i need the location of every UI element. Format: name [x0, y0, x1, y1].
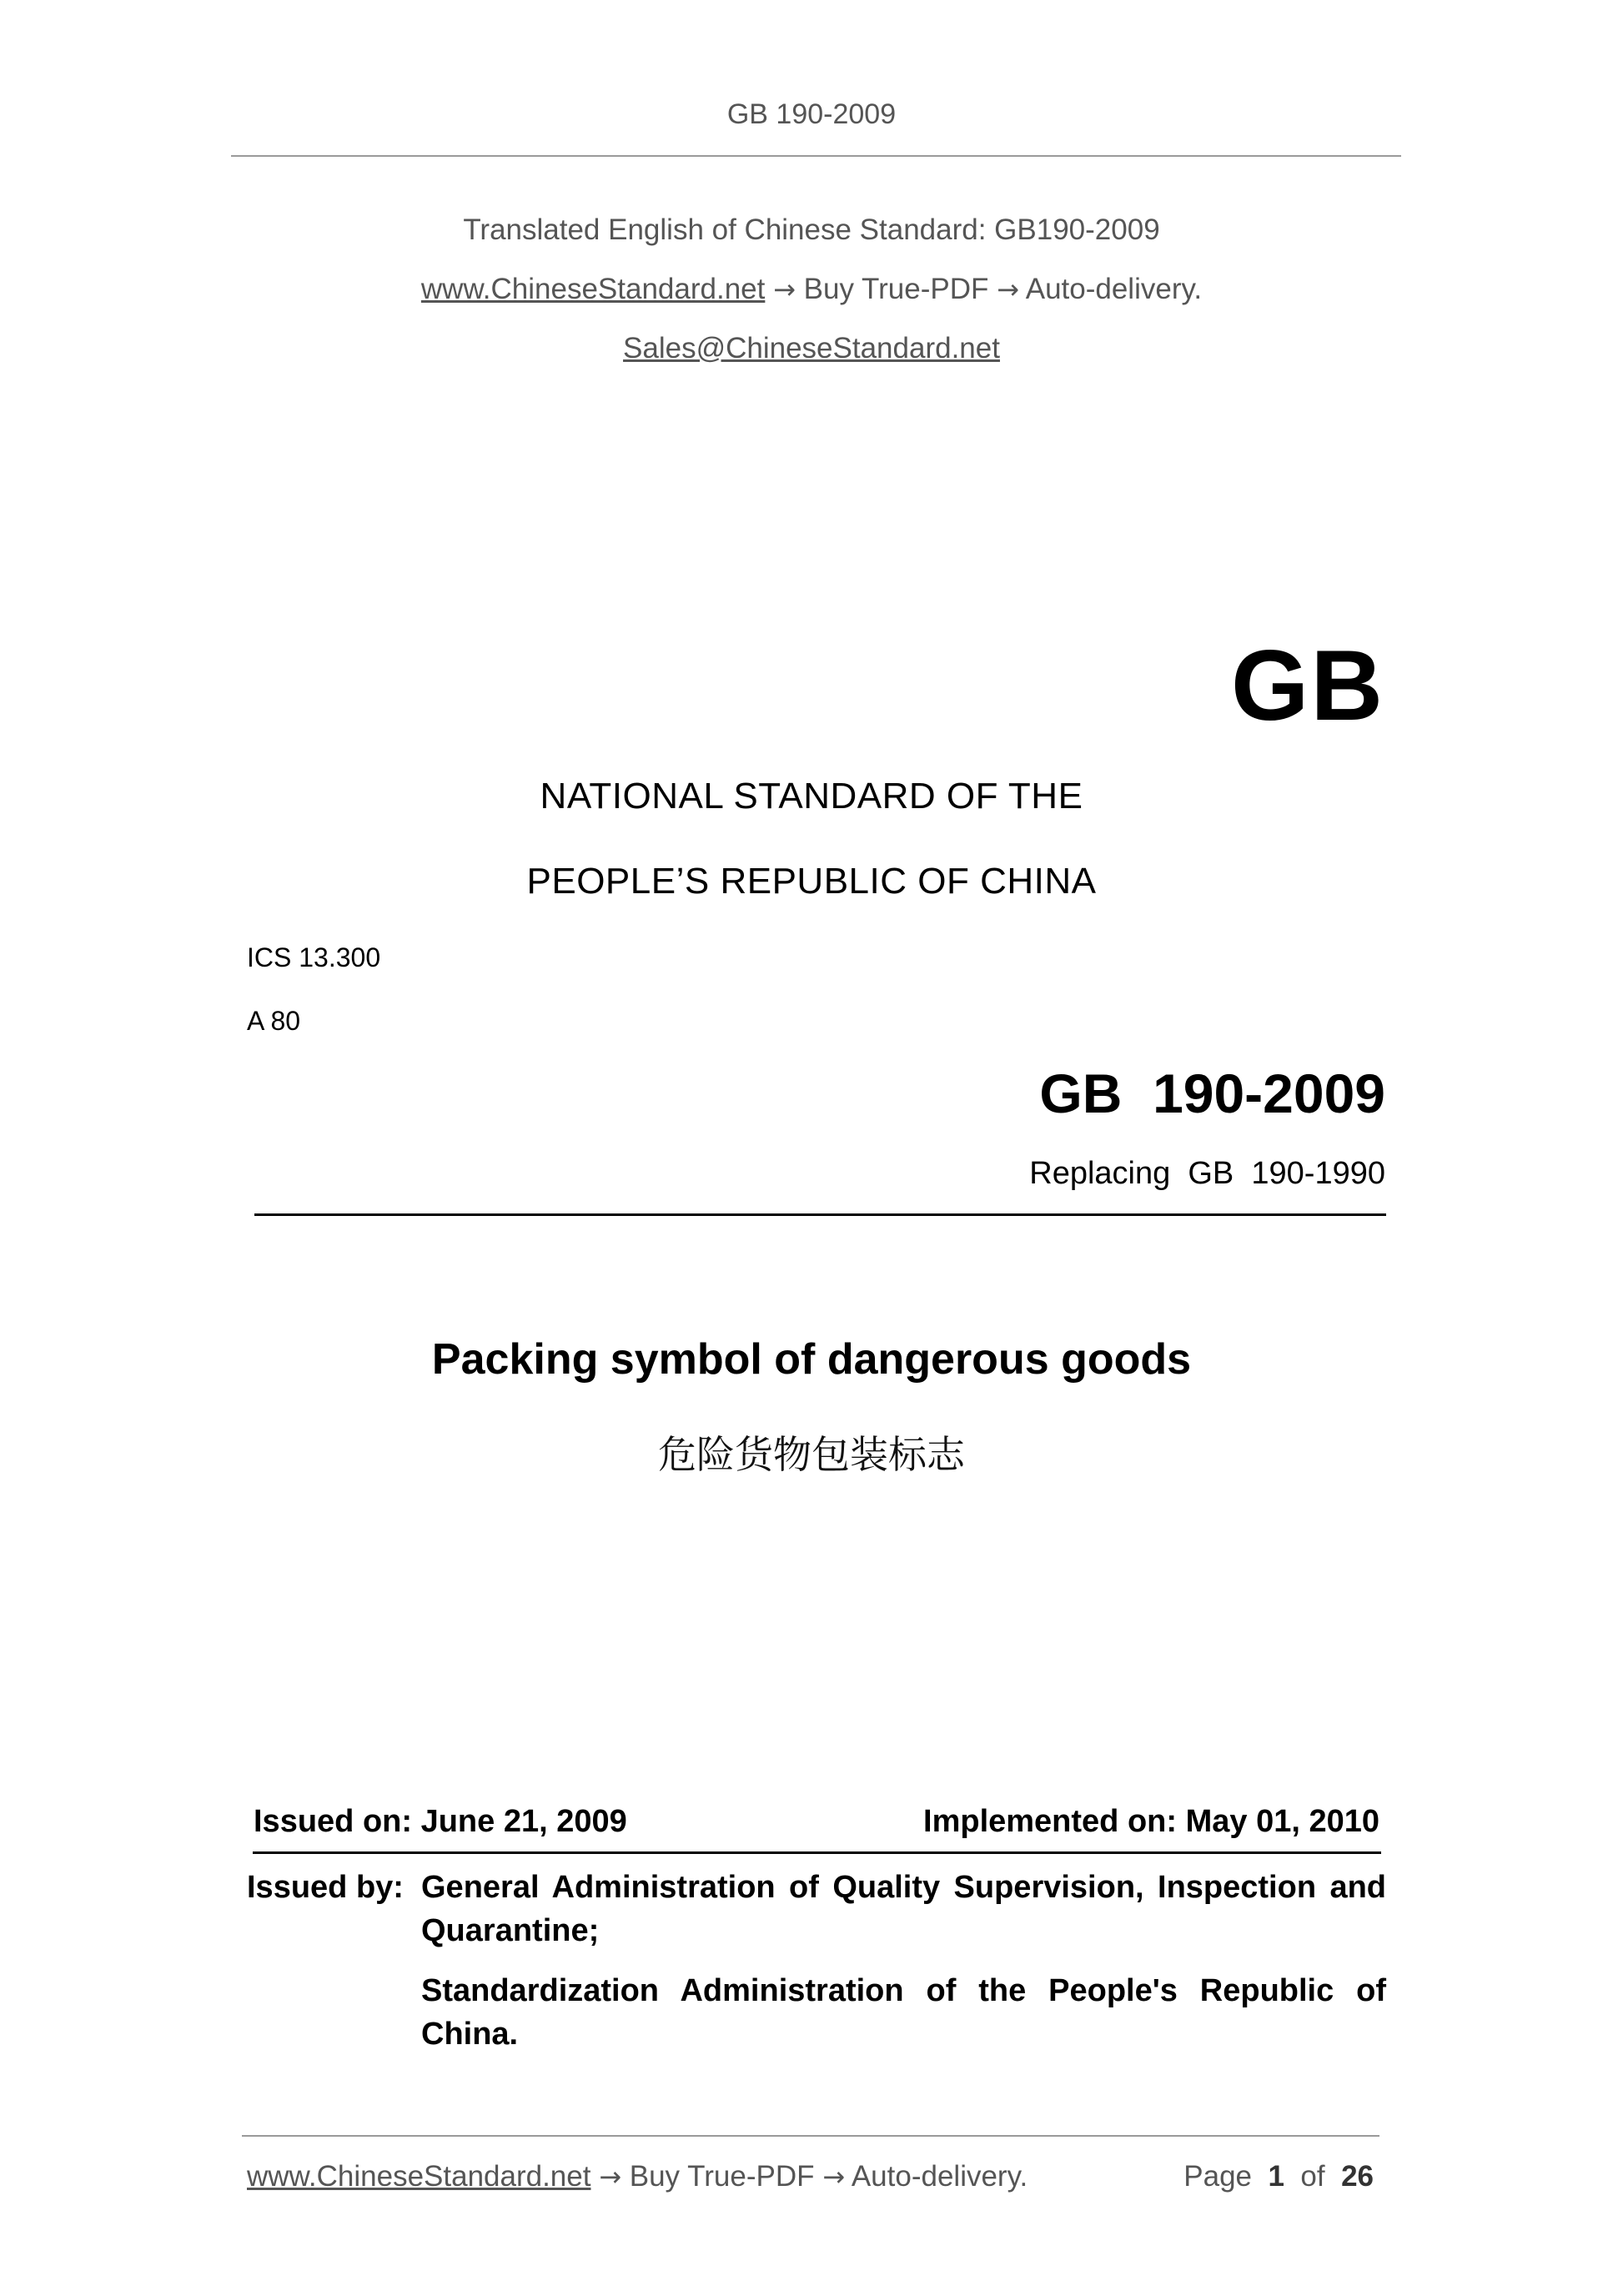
header-divider	[231, 155, 1401, 157]
page-header-code: GB 190-2009	[726, 98, 897, 130]
page-total: 26	[1341, 2160, 1374, 2193]
national-standard-line-2: PEOPLE’S REPUBLIC OF CHINA	[526, 861, 1097, 902]
issuer-1-line-1: General Administration of Quality Supervision, Inspection and	[421, 1870, 1386, 1905]
document-title-en: Packing symbol of dangerous goods	[431, 1335, 1192, 1384]
page-indicator	[1183, 2160, 1374, 2193]
translation-links	[0, 273, 1623, 306]
footer-buy-text: Buy True-PDF	[629, 2160, 815, 2193]
issued-by-block	[247, 1866, 1386, 2056]
arrow-right-icon: →	[773, 274, 796, 305]
issuer-2-line-2: China.	[421, 2017, 519, 2052]
arrow-right-icon: →	[599, 2161, 622, 2193]
page-current: 1	[1268, 2160, 1284, 2193]
footer-divider	[242, 2135, 1379, 2137]
buy-true-pdf-text: Buy True-PDF	[803, 273, 989, 305]
footer-site-link[interactable]: www.ChineseStandard.net	[247, 2160, 591, 2193]
document-title-cn: 危险货物包装标志	[658, 1433, 965, 1476]
replacing-standard: Replacing GB 190-1990	[1029, 1156, 1385, 1191]
national-standard-line-1: NATIONAL STANDARD OF THE	[540, 776, 1083, 816]
sales-email-row	[0, 332, 1623, 365]
sales-email-link[interactable]: Sales@ChineseStandard.net	[623, 332, 1000, 364]
auto-delivery-text: Auto-delivery.	[1025, 273, 1203, 305]
arrow-right-icon: →	[822, 2161, 846, 2193]
cover-divider	[254, 1213, 1386, 1216]
ccs-code: A 80	[247, 1006, 301, 1036]
translation-title: Translated English of Chinese Standard: GB190-2009	[463, 214, 1160, 246]
issued-by-label: Issued by:	[247, 1870, 404, 1905]
page-label: Page	[1183, 2160, 1253, 2193]
of-label: of	[1300, 2160, 1325, 2193]
issuer-2-line-1: Standardization Administration of the People's Republic of	[421, 1973, 1386, 2008]
site-link[interactable]: www.ChineseStandard.net	[420, 273, 766, 305]
implemented-on-date: Implemented on: May 01, 2010	[923, 1804, 1379, 1839]
standard-number: GB 190-2009	[1039, 1063, 1385, 1124]
issue-divider	[253, 1851, 1381, 1854]
arrow-right-icon: →	[997, 274, 1019, 305]
issued-on-date: Issued on: June 21, 2009	[254, 1804, 627, 1839]
ics-code: ICS 13.300	[247, 942, 381, 972]
footer-auto-text: Auto-delivery.	[851, 2160, 1028, 2193]
issuer-1-line-2: Quarantine;	[421, 1913, 600, 1948]
gb-logo: GB	[1231, 630, 1384, 741]
footer-links	[247, 2160, 1028, 2193]
